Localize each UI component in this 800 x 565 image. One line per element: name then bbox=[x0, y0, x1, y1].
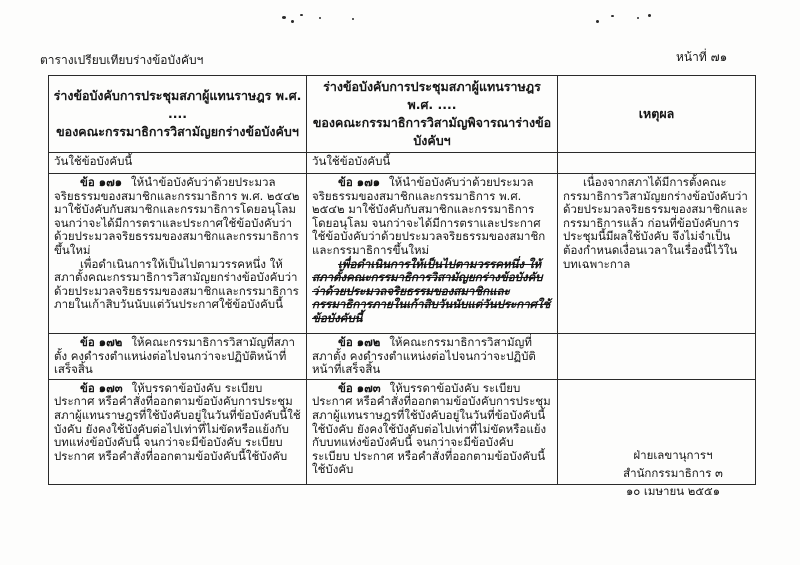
article-text: ให้นำข้อบังคับว่าด้วยประมวลจริยธรรมของสมาชิกและกรรมาธิการ พ.ศ. ๒๕๔๒ มาใช้บังคับกับสมาชิกและกรรมาธิการโดยอนุโลม จนกว่าจะได้มีการตราและประกาศใช้ข้อบังคับว่าด้วยประมวลจริยธรรมของสมาชิกและกรรมาธิการขึ้นใหม่ bbox=[312, 175, 546, 257]
article-text: ให้บรรดาข้อบังคับ ระเบียบ ประกาศ หรือคำสั่งที่ออกตามข้อบังคับการประชุมสภาผู้แทนราษฎรที่ใช้บังคับอยู่ในวันที่ข้อบังคับนี้ใช้บังคับ ยังคงใช้บังคับต่อไปเท่าที่ไม่ขัดหรือแย้งกับบทแห่งข้อบังคับนี้ จนกว่าจะมีข้อบังคับ ระเบียบ ประกาศ หรือคำสั่งที่ออกตามข้อบังคับนี้ใช้บังคับ bbox=[54, 380, 301, 463]
table-cell bbox=[49, 153, 307, 174]
paragraph bbox=[312, 382, 552, 477]
article-text: ให้คณะกรรมาธิการวิสามัญที่สภาตั้ง คงดำรงตำแหน่งต่อไปจนกว่าจะปฏิบัติหน้าที่เสร็จสิ้น bbox=[54, 335, 295, 377]
table-row-article-172 bbox=[49, 334, 756, 380]
signature-line-date: ๑๐ เมษายน ๒๕๕๑ bbox=[625, 484, 721, 498]
table-row-article-171 bbox=[49, 174, 756, 334]
article-number: ข้อ ๑๗๑ bbox=[338, 175, 381, 189]
table-header-row bbox=[49, 76, 756, 153]
paragraph bbox=[312, 176, 552, 258]
col-header-line: เหตุผล bbox=[638, 106, 675, 121]
article-number: ข้อ ๑๗๓ bbox=[80, 380, 123, 395]
table-cell bbox=[307, 153, 558, 174]
table-cell bbox=[49, 174, 307, 334]
table-cell bbox=[49, 379, 307, 484]
page-number: หน้าที่ ๗๑ bbox=[676, 50, 728, 64]
paragraph bbox=[312, 336, 552, 377]
signature-block bbox=[583, 446, 763, 500]
ink-mark bbox=[300, 14, 303, 16]
doc-label: ตารางเปรียบเทียบร่างข้อบังคับฯ bbox=[40, 53, 204, 67]
ink-mark bbox=[352, 18, 354, 20]
table-cell bbox=[307, 379, 558, 484]
ink-mark bbox=[648, 14, 651, 17]
paragraph: เนื่องจากสภาได้มีการตั้งคณะกรรมาธิการวิสามัญยกร่างข้อบังคับว่าด้วยประมวลจริยธรรมของสมาชิกและกรรมาธิการแล้ว ก่อนที่ข้อบังคับการประชุมนี้มีผลใช้บังคับ จึงไม่จำเป็นต้องกำหนดเงื่อนเวลาในเรื่องนี้ไว้ในบทเฉพาะกาล bbox=[563, 175, 748, 271]
article-number: ข้อ ๑๗๑ bbox=[80, 175, 123, 189]
ink-mark bbox=[611, 15, 614, 17]
signature-line-office: ฝ่ายเลขานุการฯ bbox=[633, 448, 713, 462]
ink-mark bbox=[637, 17, 639, 19]
ink-mark bbox=[282, 16, 286, 19]
article-text: ให้นำข้อบังคับว่าด้วยประมวลจริยธรรมของสมาชิกและกรรมาธิการ พ.ศ. ๒๕๔๒ มาใช้บังคับกับสมาชิกและกรรมาธิการโดยอนุโลม จนกว่าจะได้มีการตราและประกาศใช้ข้อบังคับว่าด้วยประมวลจริยธรรมของสมาชิกและกรรมาธิการขึ้นใหม่ bbox=[54, 175, 300, 257]
table-cell bbox=[307, 334, 558, 380]
paragraph: วันใช้ข้อบังคับนี้ bbox=[54, 154, 133, 168]
paragraph bbox=[54, 336, 301, 377]
table-cell bbox=[307, 174, 558, 334]
ink-mark bbox=[596, 20, 599, 23]
col-header-line: ของคณะกรรมาธิการวิสามัญยกร่างข้อบังคับฯ bbox=[56, 124, 299, 139]
table-cell-reason bbox=[558, 153, 756, 174]
col-header-line: ร่างข้อบังคับการประชุมสภาผู้แทนราษฎร พ.ศ. .... bbox=[323, 79, 541, 112]
paragraph bbox=[54, 176, 301, 258]
signature-line-bureau: สำนักกรรมาธิการ ๓ bbox=[623, 466, 723, 480]
paragraph-struck-through: เพื่อดำเนินการให้เป็นไปตามวรรคหนึ่ง ให้สภาตั้งคณะกรรมาธิการวิสามัญยกร่างข้อบังคับว่าด้วยประมวลจริยธรรมของสมาชิกและกรรมาธิการภายในเก้าสิบวันนับแต่วันประกาศใช้ข้อบังคับนี้ bbox=[312, 256, 551, 325]
ink-mark bbox=[319, 17, 321, 19]
article-text: ให้บรรดาข้อบังคับ ระเบียบ ประกาศ หรือคำสั่งที่ออกตามข้อบังคับการประชุมสภาผู้แทนราษฎรที่ใช้บังคับอยู่ในวันที่ข้อบังคับนี้ใช้บังคับ ยังคงใช้บังคับต่อไปเท่าที่ไม่ขัดหรือแย้งกับบทแห่งข้อบังคับนี้ จนกว่าจะมีข้อบังคับ ระเบียบ ประกาศ หรือคำสั่งที่ออกตามข้อบังคับนี้ใช้บังคับ bbox=[312, 380, 551, 477]
paragraph: วันใช้ข้อบังคับนี้ bbox=[312, 154, 391, 168]
paragraph: เพื่อดำเนินการให้เป็นไปตามวรรคหนึ่ง ให้สภาตั้งคณะกรรมาธิการวิสามัญยกร่างข้อบังคับว่าด้วยประมวลจริยธรรมของสมาชิกและกรรมาธิการภายในเก้าสิบวันนับแต่วันประกาศใช้ข้อบังคับนี้ bbox=[54, 256, 299, 312]
col-header-line: ของคณะกรรมาธิการวิสามัญพิจารณาร่างข้อบังคับฯ bbox=[312, 115, 552, 148]
paragraph bbox=[54, 382, 301, 464]
table-cell-reason bbox=[558, 334, 756, 380]
col-header-draft-original bbox=[49, 76, 307, 153]
comparison-table bbox=[48, 75, 756, 485]
ink-mark bbox=[291, 20, 294, 23]
table-row-effective-date bbox=[49, 153, 756, 174]
article-text: ให้คณะกรรมาธิการวิสามัญที่สภาตั้ง คงดำรงตำแหน่งต่อไปจนกว่าจะปฏิบัติหน้าที่เสร็จสิ้น bbox=[312, 335, 536, 377]
table-cell bbox=[49, 334, 307, 380]
article-number: ข้อ ๑๗๓ bbox=[338, 380, 381, 395]
col-header-draft-revised bbox=[307, 76, 558, 153]
col-header-line: ร่างข้อบังคับการประชุมสภาผู้แทนราษฎร พ.ศ. .... bbox=[53, 88, 302, 121]
article-number: ข้อ ๑๗๒ bbox=[338, 335, 381, 349]
table-cell-reason bbox=[558, 174, 756, 334]
col-header-reason bbox=[558, 76, 756, 153]
article-number: ข้อ ๑๗๒ bbox=[80, 335, 123, 349]
